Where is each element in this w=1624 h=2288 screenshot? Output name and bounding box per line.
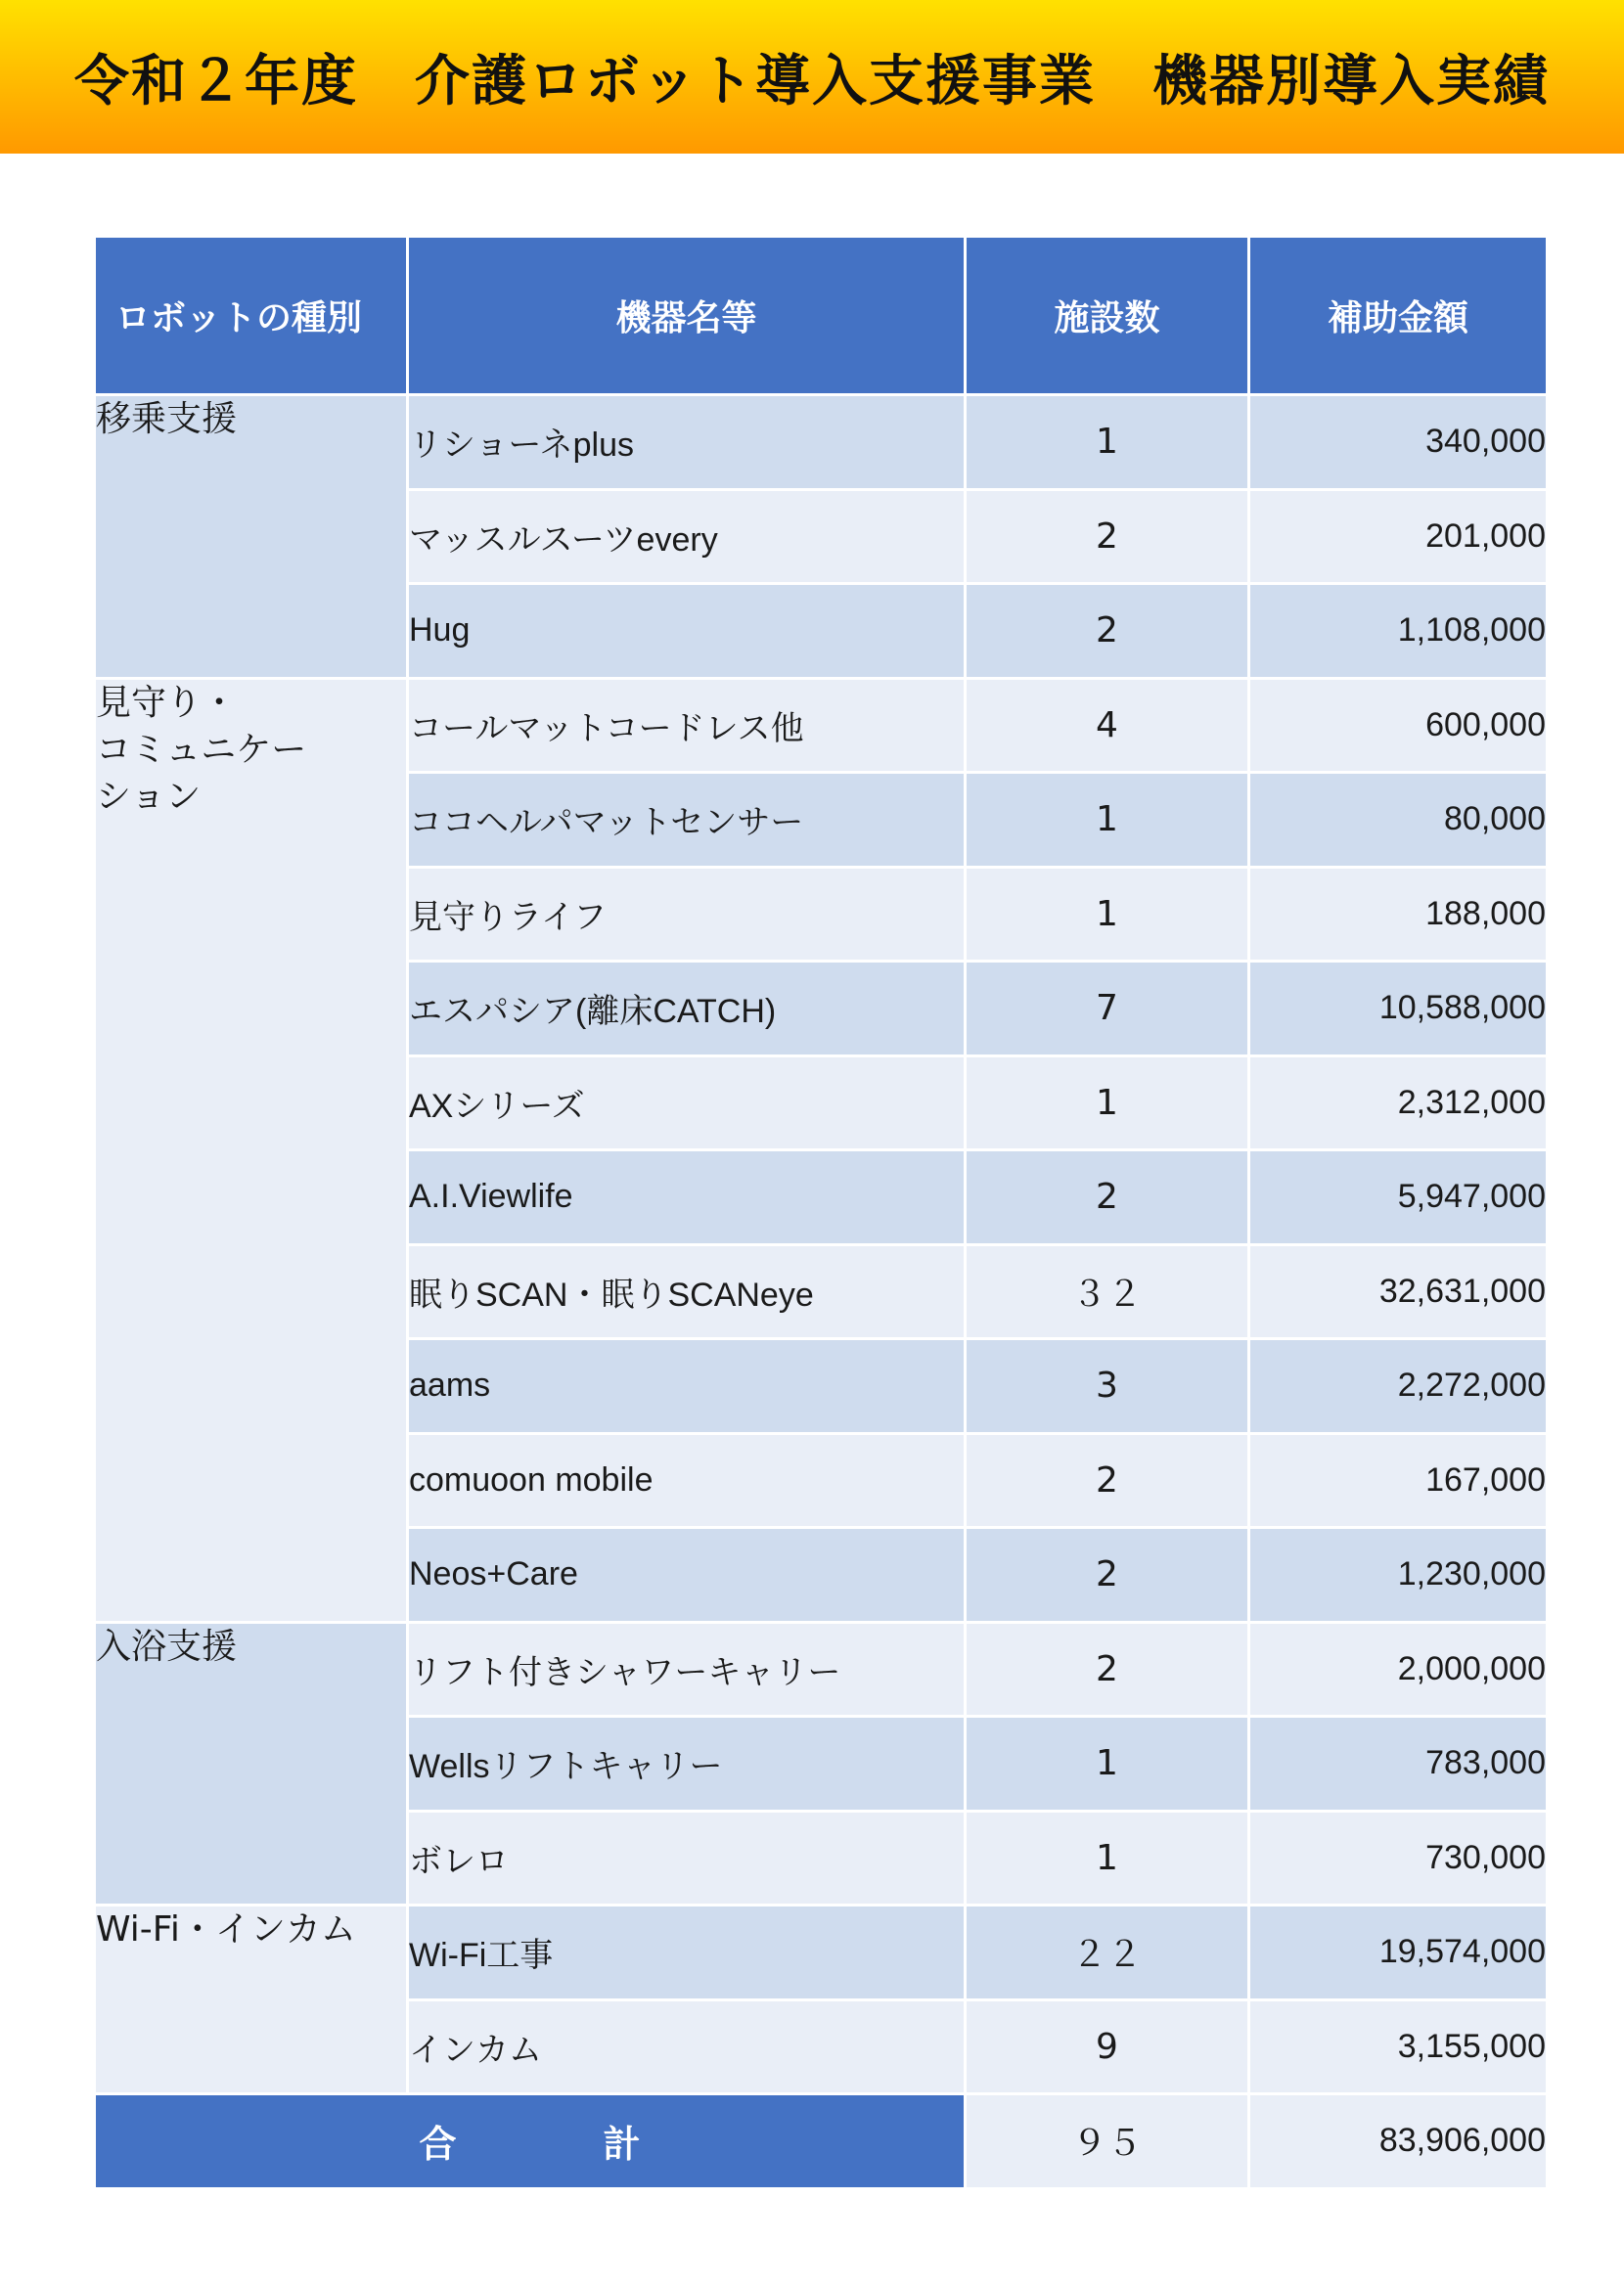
device-name: リフト付きシャワーキャリー [408,1622,966,1717]
device-name: aams [408,1339,966,1434]
device-name: コールマットコードレス他 [408,678,966,773]
facility-count: ２２ [966,1906,1249,2000]
subsidy-amount: 2,312,000 [1249,1055,1548,1150]
facility-count: 9 [966,1999,1249,2094]
subsidy-amount: 32,631,000 [1249,1244,1548,1339]
category-wifi-intercom: Wi-Fi・インカム [95,1906,408,2094]
device-name: Wellsリフトキャリー [408,1717,966,1812]
facility-count: 1 [966,1055,1249,1150]
subsidy-amount: 2,272,000 [1249,1339,1548,1434]
subsidy-amount: 201,000 [1249,489,1548,584]
facility-count: 2 [966,1528,1249,1623]
subsidy-amount: 5,947,000 [1249,1150,1548,1245]
category-transfer: 移乗支援 [95,395,408,679]
subsidy-amount: 1,108,000 [1249,584,1548,679]
total-subsidy-amount: 83,906,000 [1249,2094,1548,2189]
subsidy-amount: 2,000,000 [1249,1622,1548,1717]
device-name: comuoon mobile [408,1433,966,1528]
table-row [95,395,1548,490]
device-name: ココヘルパマットセンサー [408,773,966,868]
device-name: 眠りSCAN・眠りSCANeye [408,1244,966,1339]
subsidy-amount: 1,230,000 [1249,1528,1548,1623]
device-results-table [93,235,1549,2190]
facility-count: 1 [966,395,1249,490]
category-bathing: 入浴支援 [95,1622,408,1906]
facility-count: 1 [966,1717,1249,1812]
device-name: Wi-Fi工事 [408,1906,966,2000]
table-row [95,1622,1548,1717]
table-header-row [95,237,1548,395]
subsidy-amount: 783,000 [1249,1717,1548,1812]
total-facility-count: ９５ [966,2094,1249,2189]
subsidy-amount: 80,000 [1249,773,1548,868]
device-name: エスパシア(離床CATCH) [408,962,966,1056]
total-row [95,2094,1548,2189]
subsidy-amount: 19,574,000 [1249,1906,1548,2000]
device-name: マッスルスーツevery [408,489,966,584]
facility-count: 1 [966,867,1249,962]
device-name: 見守りライフ [408,867,966,962]
header-device: 機器名等 [408,237,966,395]
table-row [95,1906,1548,2000]
title-banner [0,0,1624,154]
device-name: リショーネplus [408,395,966,490]
facility-count: 3 [966,1339,1249,1434]
facility-count: 2 [966,584,1249,679]
subsidy-amount: 167,000 [1249,1433,1548,1528]
device-name: AXシリーズ [408,1055,966,1150]
table-row [95,678,1548,773]
device-name: ボレロ [408,1811,966,1906]
facility-count: 2 [966,1622,1249,1717]
facility-count: 2 [966,1433,1249,1528]
header-amount: 補助金額 [1249,237,1548,395]
facility-count: 1 [966,773,1249,868]
subsidy-amount: 340,000 [1249,395,1548,490]
device-name: Neos+Care [408,1528,966,1623]
subsidy-amount: 188,000 [1249,867,1548,962]
page-title: 令和２年度 介護ロボット導入支援事業 機器別導入実績 [74,49,1550,113]
category-watch-communication: 見守り・ コミュニケー ション [95,678,408,1622]
subsidy-amount: 10,588,000 [1249,962,1548,1056]
facility-count: 2 [966,1150,1249,1245]
facility-count: 7 [966,962,1249,1056]
total-label [95,2094,966,2189]
device-name: Hug [408,584,966,679]
header-facilities: 施設数 [966,237,1249,395]
device-name: A.I.Viewlife [408,1150,966,1245]
subsidy-amount: 3,155,000 [1249,1999,1548,2094]
facility-count: 1 [966,1811,1249,1906]
total-label-right: 計 [603,2123,641,2167]
facility-count: 2 [966,489,1249,584]
facility-count: ３２ [966,1244,1249,1339]
facility-count: 4 [966,678,1249,773]
subsidy-amount: 600,000 [1249,678,1548,773]
total-label-left: 合 [419,2123,457,2167]
device-name: インカム [408,1999,966,2094]
subsidy-amount: 730,000 [1249,1811,1548,1906]
header-category: ロボットの種別 [95,237,408,395]
